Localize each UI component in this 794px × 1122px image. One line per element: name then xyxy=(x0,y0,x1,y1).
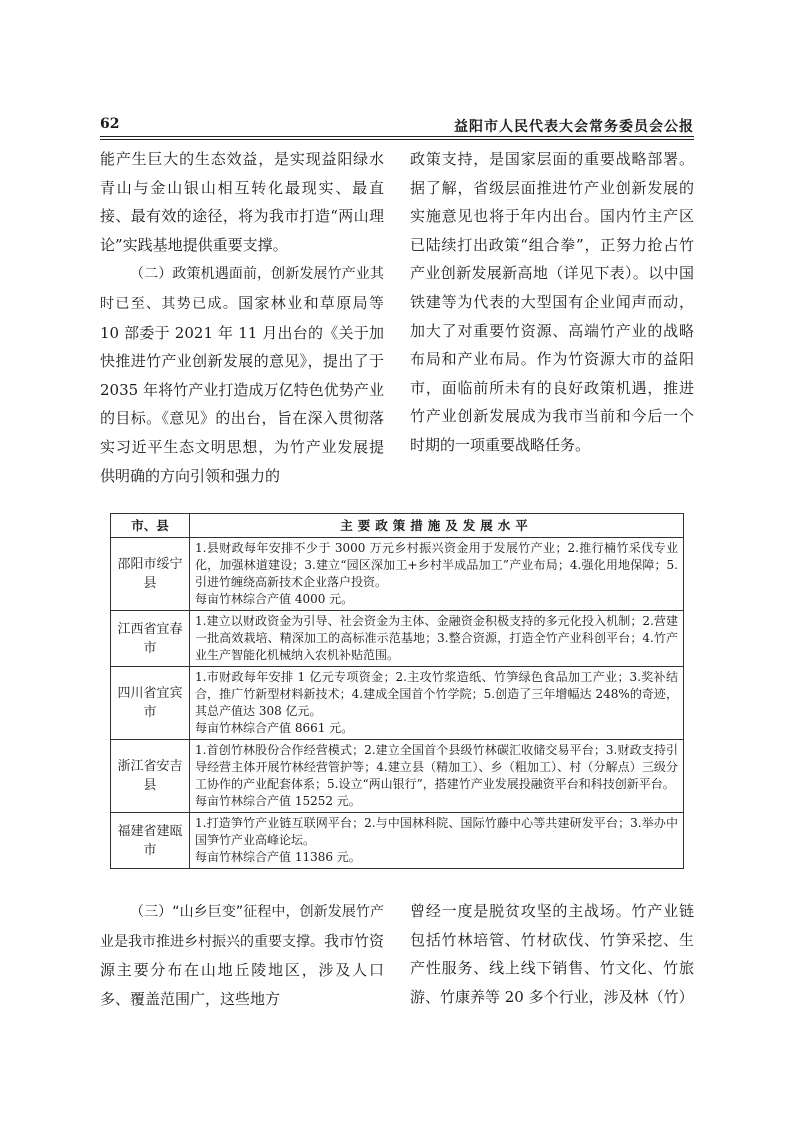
paragraph: 政策支持，是国家层面的重要战略部署。据了解，省级层面推进竹产业创新发展的实施意见也将于年内出台。国内竹主产区已陆续打出政策“组合拳”，正努力抢占竹产业创新发展新高地（详见下表）。以中国铁建等为代表的大型国有企业闻声而动，加大了对重要竹资源、高端竹产业的战略布局和产业布局。作为竹资源大市的益阳市，面临前所未有的良好政策机遇，推进竹产业创新发展成为我市当前和今后一个时期的一项重要战略任务。 xyxy=(410,150,694,454)
table-row xyxy=(111,813,684,869)
paragraph xyxy=(100,259,384,490)
left-column-bottom xyxy=(100,897,384,1013)
right-column-bottom xyxy=(410,897,694,1011)
output-text: 每亩竹林综合产值 15252 元。 xyxy=(195,794,361,808)
paragraph: 曾经一度是脱贫攻坚的主战场。竹产业链包括竹林培管、竹材砍伐、竹笋采挖、生产性服务、线上线下销售、竹文化、竹旅游、竹康养等 20 多个行业，涉及林（竹） xyxy=(410,902,694,1006)
table-header-row xyxy=(111,514,684,538)
region-cell: 邵阳市绥宁县 xyxy=(111,538,190,611)
right-column-top xyxy=(410,145,694,460)
policy-table xyxy=(110,513,684,869)
table-row xyxy=(111,740,684,813)
paragraph xyxy=(100,897,384,1013)
table-row xyxy=(111,667,684,740)
measures-text: 1.县财政每年安排不少于 3000 万元乡村振兴资金用于发展竹产业；2.推行楠竹采伐专业化，加强林道建设；3.建立“园区深加工+乡村半成品加工”产业布局；4.强化用地保障；5.引进竹缠绕高新技术企业落户投资。 xyxy=(195,541,678,589)
column-header: 主要政策措施及发展水平 xyxy=(190,514,684,538)
measures-text: 1.建立以财政资金为引导、社会资金为主体、金融资金积极支持的多元化投入机制；2.营建一批高效栽培、精深加工的高标准示范基地；3.整合资源，打造全竹产业科创平台；4.竹产业生产智能化机械纳入农机补贴范围。 xyxy=(195,614,678,662)
table-row xyxy=(111,538,684,611)
measures-text: 1.打造笋竹产业链互联网平台；2.与中国林科院、国际竹藤中心等共建研发平台；3.举办中国笋竹产业高峰论坛。 xyxy=(195,816,678,847)
region-cell: 四川省宜宾市 xyxy=(111,667,190,740)
header-rule xyxy=(100,136,694,137)
measures-text: 1.首创竹林股份合作经营模式；2.建立全国首个县级竹林碳汇收储交易平台；3.财政支持引导经营主体开展竹林经营管护等；4.建立县（精加工）、乡（粗加工）、村（分解点）三级分工协作的产业配套体系；5.设立“两山银行”，搭建竹产业发展投融资平台和科技创新平台。 xyxy=(195,743,678,791)
header-rule-double xyxy=(100,139,694,140)
output-text: 每亩竹林综合产值 8661 元。 xyxy=(195,721,354,735)
measures-text: 1.市财政每年安排 1 亿元专项资金；2.主攻竹浆造纸、竹笋绿色食品加工产业；3.奖补结合，推广竹新型材料新技术；4.建成全国首个竹学院；5.创造了三年增幅达 248%的奇迹，其总产值达 308 亿元。 xyxy=(195,670,678,718)
table-row xyxy=(111,611,684,667)
left-column-top xyxy=(100,145,384,490)
section-heading: （三）“山乡巨变”征程中，创新发展竹产业是我市推进乡村振兴的重要支撑。 xyxy=(100,904,384,950)
journal-title: 益阳市人民代表大会常务委员会公报 xyxy=(454,119,694,135)
measures-cell xyxy=(190,813,684,869)
measures-cell xyxy=(190,611,684,667)
measures-cell xyxy=(190,538,684,611)
measures-cell xyxy=(190,740,684,813)
page-header xyxy=(100,114,694,138)
paragraph: 能产生巨大的生态效益，是实现益阳绿水青山与金山银山相互转化最现实、最直接、最有效的途径，将为我市打造“两山理论”实践基地提供重要支撑。 xyxy=(100,150,384,254)
region-cell: 浙江省安吉县 xyxy=(111,740,190,813)
page-number: 62 xyxy=(100,116,120,132)
column-header: 市、县 xyxy=(111,514,190,538)
output-text: 每亩竹林综合产值 11386 元。 xyxy=(195,850,361,864)
paragraph-text: 国家林业和草原局等 10 部委于 2021 年 11 月出台的《关于加快推进竹产业创新发展的意见》，提出了于 2035 年将竹产业打造成万亿特色优势产业的目标。《意见》的出台，旨在深入贯彻落实习近平生态文明思想，为竹产业发展提供明确的方向引领和强力的 xyxy=(100,293,384,485)
region-cell: 福建省建瓯市 xyxy=(111,813,190,869)
measures-cell xyxy=(190,667,684,740)
paragraph-text: 我市竹资源主要分布在山地丘陵地区，涉及人口多、覆盖范围广，这些地方 xyxy=(100,931,385,1008)
output-text: 每亩竹林综合产值 4000 元。 xyxy=(195,592,354,606)
section-heading: （二）政策机遇面前，创新发展竹产业其时已至、其势已成。 xyxy=(100,266,384,312)
region-cell: 江西省宜春市 xyxy=(111,611,190,667)
